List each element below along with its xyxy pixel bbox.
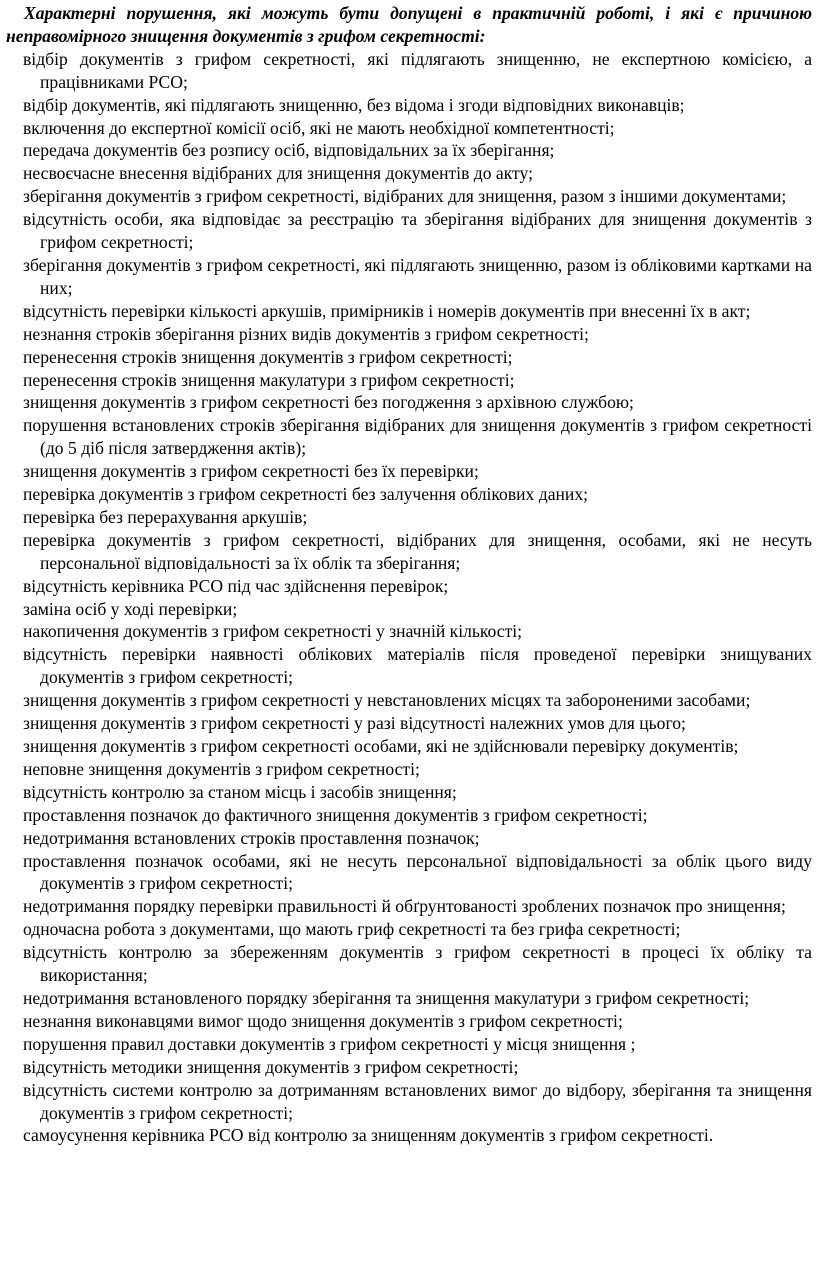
- list-item: порушення встановлених строків зберігання відібраних для знищення документів з грифом секретності (до 5 діб після затвердження актів);: [23, 415, 812, 459]
- violations-list: [6, 48, 812, 1148]
- list-item: відсутність перевірки наявності облікових матеріалів після проведеної перевірки знищуваних документів з грифом секретності;: [23, 644, 812, 688]
- list-item: передача документів без розпису осіб, відповідальних за їх зберігання;: [23, 140, 555, 161]
- list-item: включення до експертної комісії осіб, які не мають необхідної компетентності;: [23, 117, 615, 138]
- list-item: неповне знищення документів з грифом секретності;: [23, 758, 420, 779]
- list-item: недотримання встановлених строків проставлення позначок;: [23, 827, 480, 848]
- list-item: відбір документів, які підлягають знищенню, без відома і згоди відповідних виконавців;: [23, 94, 685, 115]
- list-item: недотримання порядку перевірки правильності й обґрунтованості зроблених позначок про знищення;: [23, 896, 786, 917]
- list-item: відсутність методики знищення документів з грифом секретності;: [23, 1056, 519, 1077]
- list-item: недотримання встановленого порядку зберігання та знищення макулатури з грифом секретності;: [23, 987, 750, 1008]
- list-item: відсутність особи, яка відповідає за реєстрацію та зберігання відібраних для знищення документів з грифом секретності;: [23, 209, 812, 253]
- section-heading: Характерні порушення, які можуть бути допущені в практичній роботі, і які є причиною неправомірного знищення документів з грифом секретності:: [6, 3, 812, 46]
- list-item: знищення документів з грифом секретності у разі відсутності належних умов для цього;: [23, 713, 686, 734]
- list-item: зберігання документів з грифом секретності, відібраних для знищення, разом з іншими документами;: [23, 186, 787, 207]
- list-item: знищення документів з грифом секретності особами, які не здійснювали перевірку документів;: [23, 736, 739, 756]
- list-item: самоусунення керівника РСО від контролю за знищенням документів з грифом секретності.: [23, 1125, 714, 1146]
- list-item: перевірка без перерахування аркушів;: [23, 506, 308, 527]
- list-item: проставлення позначок особами, які не несуть персональної відповідальності за облік цього виду документів з грифом секретності;: [23, 850, 812, 894]
- list-item: відбір документів з грифом секретності, які підлягають знищенню, не експертною комісією, а працівниками РСО;: [23, 48, 812, 92]
- list-item: перевірка документів з грифом секретності без залучення облікових даних;: [23, 484, 589, 505]
- list-item: відсутність контролю за збереженням документів з грифом секретності в процесі їх обліку та використання;: [23, 942, 812, 986]
- list-item: накопичення документів з грифом секретності у значній кількості;: [23, 621, 523, 642]
- list-item: несвоєчасне внесення відібраних для знищення документів до акту;: [23, 163, 533, 184]
- list-item: відсутність системи контролю за дотриманням встановлених вимог до відбору, зберігання та знищення документів з грифом секретності;: [23, 1079, 812, 1123]
- list-item: незнання виконавцями вимог щодо знищення документів з грифом секретності;: [23, 1010, 623, 1031]
- list-item: порушення правил доставки документів з грифом секретності у місця знищення ;: [23, 1033, 636, 1054]
- list-item: відсутність контролю за станом місць і засобів знищення;: [23, 781, 457, 802]
- list-item: одночасна робота з документами, що мають гриф секретності та без грифа секретності;: [23, 919, 681, 940]
- list-item: проставлення позначок до фактичного знищення документів з грифом секретності;: [23, 804, 648, 825]
- list-item: перенесення строків знищення макулатури з грифом секретності;: [23, 369, 515, 390]
- list-item: відсутність перевірки кількості аркушів, примірників і номерів документів при внесенні їх в акт;: [23, 300, 751, 321]
- list-item: перевірка документів з грифом секретності, відібраних для знищення, особами, які не несуть персональної відповідальності за їх облік та зберігання;: [23, 529, 812, 573]
- list-item: знищення документів з грифом секретності у невстановлених місцях та забороненими засобами;: [23, 690, 751, 711]
- list-item: знищення документів з грифом секретності без їх перевірки;: [23, 461, 479, 482]
- list-item: відсутність керівника РСО під час здійснення перевірок;: [23, 575, 449, 596]
- list-item: перенесення строків знищення документів з грифом секретності;: [23, 346, 513, 367]
- list-item: незнання строків зберігання різних видів документів з грифом секретності;: [23, 323, 589, 344]
- list-item: зберігання документів з грифом секретності, які підлягають знищенню, разом із обліковими картками на них;: [23, 254, 812, 298]
- list-item: заміна осіб у ході перевірки;: [23, 598, 238, 619]
- list-item: знищення документів з грифом секретності без погодження з архівною службою;: [23, 392, 634, 413]
